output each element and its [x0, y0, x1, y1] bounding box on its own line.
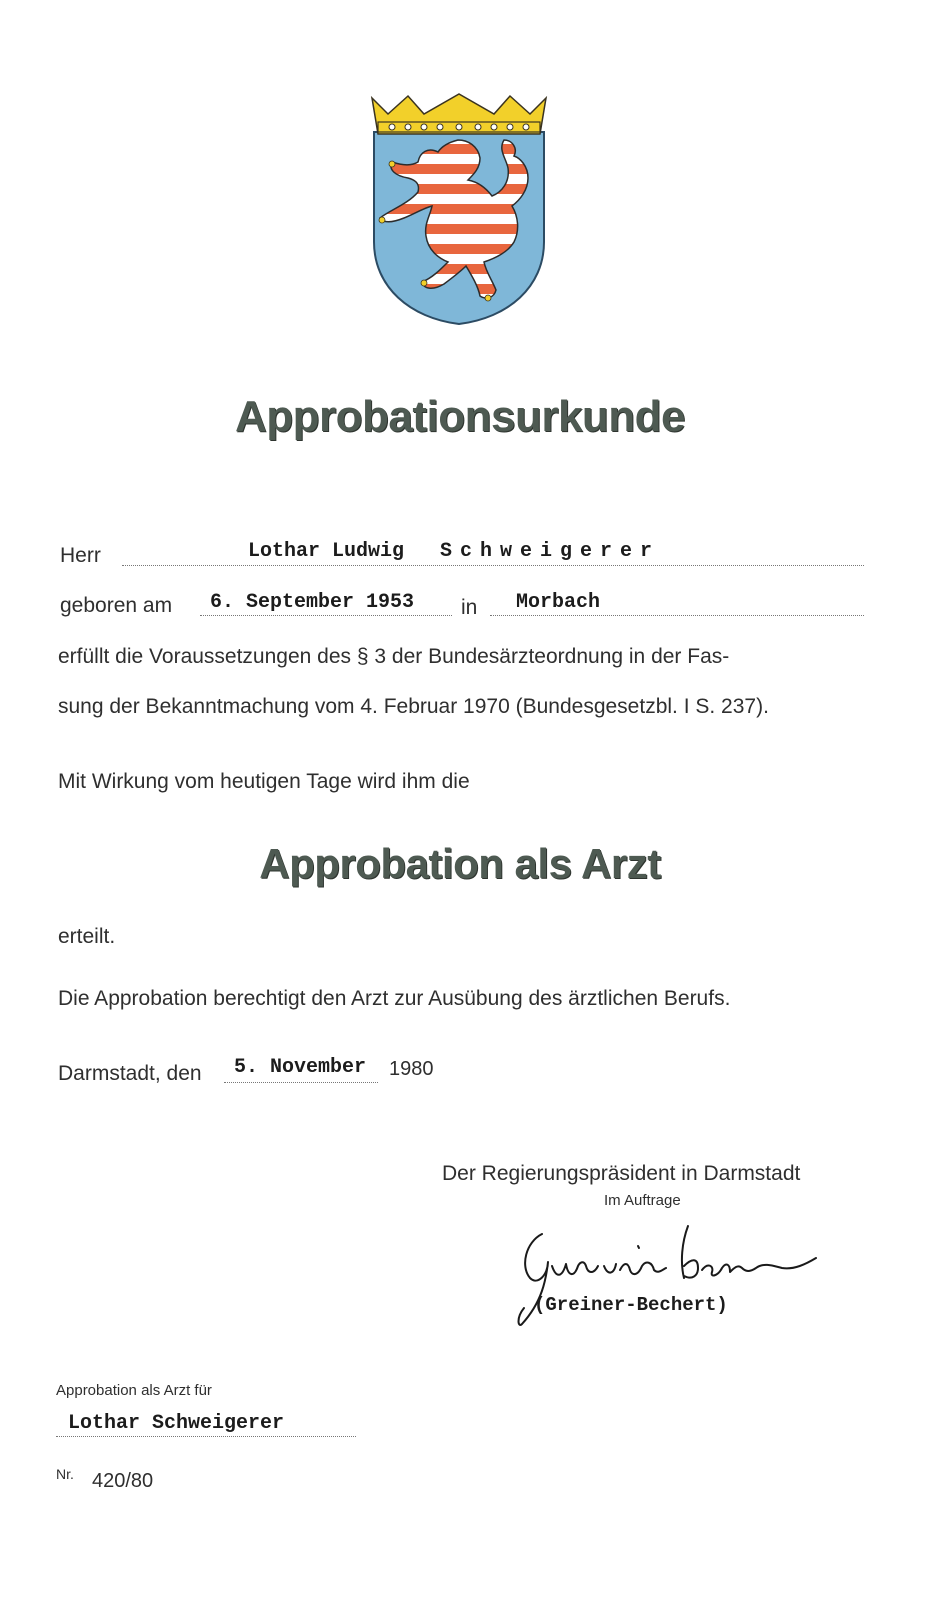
name-field: [122, 542, 864, 566]
document-title: Approbationsurkunde: [234, 392, 686, 441]
issue-date-field: [224, 1058, 378, 1083]
nr-label: Nr.: [56, 1466, 74, 1482]
on-behalf-label: Im Auftrage: [604, 1192, 681, 1209]
in-label: in: [461, 596, 478, 619]
hesse-coat-of-arms: [368, 92, 558, 328]
signatory-name: (Greiner-Bechert): [534, 1294, 728, 1316]
body-line-2: sung der Bekanntmachung vom 4. Februar 1970 (Bundesgesetzbl. I S. 237).: [58, 695, 769, 718]
born-label: geboren am: [60, 594, 173, 617]
footer-name-field: [56, 1412, 356, 1437]
birth-date-field: [200, 593, 452, 616]
salutation-label: Herr: [60, 544, 101, 567]
body-line-1: erfüllt die Voraussetzungen des § 3 der Bundesärzteordnung in der Fas-: [58, 645, 730, 668]
birth-place-field: [490, 593, 864, 616]
crown-icon: [372, 94, 546, 134]
footer-caption: Approbation als Arzt für: [56, 1382, 212, 1399]
entitlement-text: Die Approbation berechtigt den Arzt zur Ausübung des ärztlichen Berufs.: [58, 987, 731, 1010]
footer-name: Lothar Schweigerer: [68, 1412, 285, 1435]
issue-place-label: Darmstadt, den: [58, 1062, 202, 1085]
issue-year: 1980: [389, 1058, 434, 1080]
surname: Schweigerer: [440, 540, 661, 563]
authority-office: Der Regierungspräsident in Darmstadt: [442, 1162, 801, 1185]
birth-place: Morbach: [516, 591, 601, 614]
nr-value: 420/80: [92, 1470, 154, 1492]
granted-text: erteilt.: [58, 925, 116, 948]
issue-date: 5. November: [234, 1056, 367, 1079]
body-line-3: Mit Wirkung vom heutigen Tage wird ihm die: [58, 770, 470, 793]
birth-date: 6. September 1953: [210, 591, 415, 614]
first-names: Lothar Ludwig: [248, 540, 405, 563]
approbation-heading: Approbation als Arzt: [259, 840, 661, 887]
